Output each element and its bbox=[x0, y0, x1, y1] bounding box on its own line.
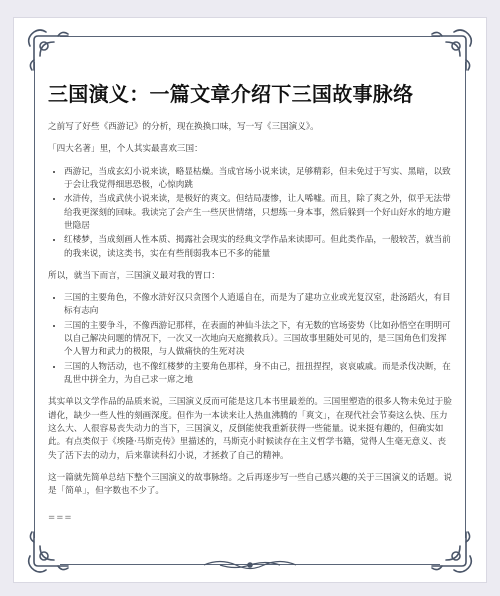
list-item: • 红楼梦，当成刻画人性本质、揭露社会现实的经典文学作品来读即可。但此类作品，一般较苦，就当前的我来说，读这类书，实在有些削弱我本已不多的能量 bbox=[64, 234, 452, 261]
corner-ornament-bottom-right bbox=[424, 524, 476, 576]
four-classics-list bbox=[48, 166, 452, 261]
four-classics-lead: 「四大名著」里，个人其实最喜欢三国： bbox=[48, 144, 203, 155]
separator-marker: === bbox=[48, 512, 73, 523]
border-right-line bbox=[465, 62, 466, 538]
list-item: • 三国的主要争斗，不像西游记那样，在表面的神仙斗法之下，有无数的官场姿势（比如孙悟空在明明可以自己解决问题的情况下，一次又一次地向天庭搬救兵）。三国故事里随处可见的，是三国角色们发挥个人智力和武力的极限，与人做痛快的生死对决 bbox=[64, 320, 452, 360]
border-top-line bbox=[60, 36, 440, 37]
corner-ornament-top-right bbox=[424, 26, 476, 78]
article-body bbox=[48, 78, 452, 523]
list-item: • 西游记，当成玄幻小说来读，略显枯燥。当成官场小说来读，足够精彩，但未免过于写实、黑暗，以致于会让我觉得细思恐极，心惊肉跳 bbox=[64, 166, 452, 193]
plan-paragraph: 这一篇就先简单总结下整个三国演义的故事脉络。之后再逐步写一些自己感兴趣的关于三国演义的话题。说是「简单」，但字数也不少了。 bbox=[48, 472, 452, 497]
reasons-lead: 所以，就当下而言，三国演义最对我的胃口： bbox=[48, 270, 220, 281]
reasons-list bbox=[48, 292, 452, 387]
corner-ornament-bottom-left bbox=[24, 524, 76, 576]
article-title: 三国演义：一篇文章介绍下三国故事脉络 bbox=[48, 82, 414, 106]
corner-ornament-top-left bbox=[24, 26, 76, 78]
bottom-center-ornament bbox=[200, 557, 300, 571]
intro-paragraph: 之前写了好些《西游记》的分析，现在换换口味，写一写《三国演义》。 bbox=[48, 122, 319, 132]
quality-paragraph: 其实单以文学作品的品质来说，三国演义反而可能是这几本书里最差的。三国里塑造的很多人物未免过于脸谱化，缺少一些人性的刻画深度。但作为一本读来让人热血沸腾的「爽文」，在现代社会节奏这么快、压力这么大、人很容易丧失动力的当下，三国演义，反倒能使我重新获得一些能量。说来挺有趣的，但确实如此。有点类似于《埃隆·马斯克传》里描述的，马斯克小时候读存在主义哲学书籍，觉得人生毫无意义、丧失了活下去的动力，后来靠读科幻小说，才拯救了自己的精神。 bbox=[48, 397, 452, 461]
list-item: • 水浒传，当成武侠小说来读，是极好的爽文。但结局凄惨，让人唏嘘。而且，除了爽之外，似乎无法带给我更深刻的回味。我读完了会产生一些厌世情绪，只想练一身本事，然后躲到一个好山好水的地方避世隐居 bbox=[64, 193, 452, 233]
list-item: • 三国的主要角色，不像水浒好汉只贪图个人逍遥自在，而是为了建功立业或光复汉室，赴汤蹈火，有目标有志向 bbox=[64, 292, 452, 319]
list-item: • 三国的人物活动，也不像红楼梦的主要角色那样，身不由己，扭扭捏捏，哀哀戚戚。而是杀伐决断，在乱世中拼全力，为自己求一席之地 bbox=[64, 361, 452, 388]
border-left-line bbox=[34, 62, 35, 538]
